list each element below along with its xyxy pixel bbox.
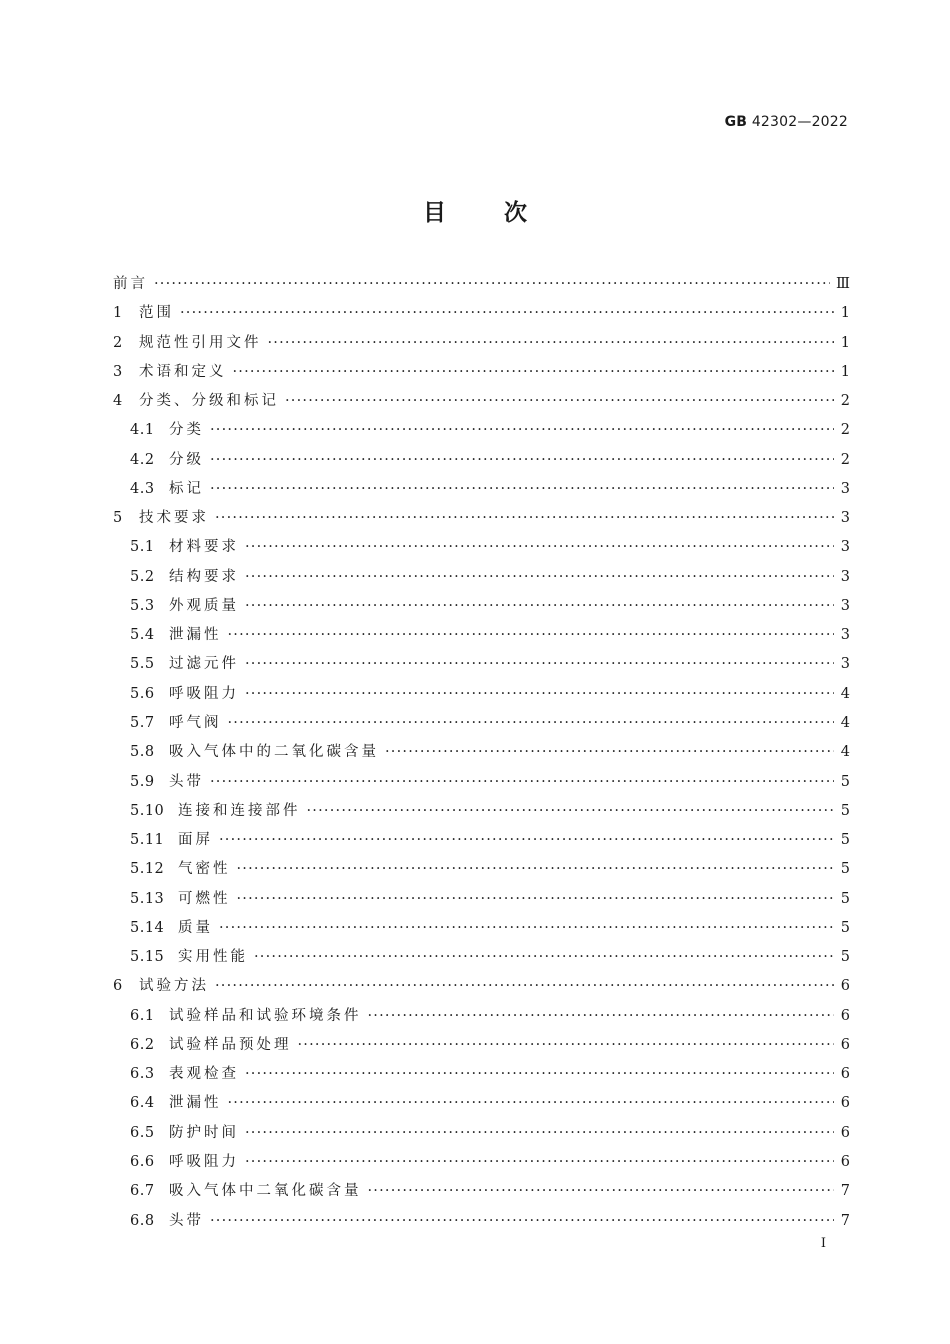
toc-dot-leader — [233, 358, 835, 387]
toc-entry-number: 5.11 — [130, 832, 165, 849]
toc-entry[interactable] — [113, 1119, 850, 1148]
toc-entry-number: 5.3 — [130, 597, 155, 614]
toc-dot-leader — [210, 446, 834, 475]
toc-dot-leader — [245, 1148, 834, 1177]
toc-entry-title: 术语和定义 — [139, 363, 227, 380]
standard-code — [725, 114, 848, 130]
toc-entry-title: 过滤元件 — [169, 656, 239, 673]
toc-entry-page: 5 — [840, 949, 850, 966]
toc-dot-leader — [237, 885, 835, 914]
toc-dot-leader — [368, 1177, 835, 1206]
toc-dot-leader — [368, 1002, 835, 1031]
toc-entry-page: Ⅲ — [836, 276, 850, 292]
toc-entry-number: 5.14 — [130, 919, 165, 936]
toc-entry-number: 5.6 — [130, 685, 155, 702]
toc-entry-title: 分级 — [169, 451, 204, 468]
table-of-contents — [113, 270, 850, 1236]
toc-entry-title: 表观检查 — [169, 1066, 239, 1083]
toc-entry-page: 5 — [840, 919, 850, 936]
toc-entry-title: 技术要求 — [139, 510, 209, 527]
toc-dot-leader — [154, 270, 830, 299]
toc-entry-page: 3 — [840, 656, 850, 673]
toc-entry-number: 4.3 — [130, 480, 155, 497]
toc-entry-title: 气密性 — [178, 861, 231, 878]
toc-entry-page: 3 — [840, 510, 850, 527]
toc-entry[interactable] — [113, 533, 850, 562]
toc-dot-leader — [245, 563, 834, 592]
toc-entry-number: 5.1 — [130, 539, 155, 556]
toc-entry-number: 5.7 — [130, 714, 155, 731]
toc-entry[interactable] — [113, 1002, 850, 1031]
toc-entry-title: 规范性引用文件 — [139, 334, 262, 351]
toc-entry-number: 6.8 — [130, 1212, 155, 1229]
toc-entry-title: 面屏 — [178, 832, 213, 849]
toc-dot-leader — [298, 1031, 835, 1060]
toc-entry-page: 5 — [840, 890, 850, 907]
toc-entry-number: 6 — [113, 978, 123, 995]
standard-number: 42302—2022 — [751, 114, 848, 130]
toc-dot-leader — [237, 855, 835, 884]
toc-dot-leader — [307, 797, 835, 826]
toc-dot-leader — [254, 943, 834, 972]
toc-entry-title: 试验样品预处理 — [169, 1036, 292, 1053]
toc-entry-title: 实用性能 — [178, 949, 248, 966]
toc-entry[interactable] — [113, 387, 850, 416]
toc-entry-title: 头带 — [169, 773, 204, 790]
toc-entry-title: 试验方法 — [139, 978, 209, 995]
toc-entry[interactable] — [113, 446, 850, 475]
toc-entry-page: 5 — [840, 802, 850, 819]
toc-entry[interactable] — [113, 1207, 850, 1236]
toc-entry-number: 1 — [113, 305, 123, 322]
toc-dot-leader — [245, 533, 834, 562]
toc-entry-number: 6.2 — [130, 1036, 155, 1053]
toc-entry-title: 连接和连接部件 — [178, 802, 301, 819]
toc-entry-page: 1 — [840, 334, 850, 351]
toc-entry-page: 4 — [840, 744, 850, 761]
toc-entry[interactable] — [113, 768, 850, 797]
toc-entry-page: 3 — [840, 480, 850, 497]
toc-dot-leader — [245, 1060, 834, 1089]
toc-entry[interactable] — [113, 650, 850, 679]
toc-entry-page: 3 — [840, 627, 850, 644]
toc-entry[interactable] — [113, 329, 850, 358]
toc-entry-title: 可燃性 — [178, 890, 231, 907]
toc-entry-number: 6.6 — [130, 1153, 155, 1170]
toc-entry-page: 5 — [840, 861, 850, 878]
toc-entry-title: 分类 — [169, 422, 204, 439]
toc-entry[interactable] — [113, 943, 850, 972]
toc-entry[interactable] — [113, 1177, 850, 1206]
toc-entry-title: 泄漏性 — [169, 1095, 222, 1112]
toc-entry-number: 5.15 — [130, 949, 165, 966]
toc-dot-leader — [210, 768, 834, 797]
toc-dot-leader — [180, 299, 834, 328]
toc-entry[interactable] — [113, 1148, 850, 1177]
toc-dot-leader — [245, 592, 834, 621]
toc-entry-title: 头带 — [169, 1212, 204, 1229]
toc-entry[interactable] — [113, 416, 850, 445]
toc-entry-number: 4.1 — [130, 422, 155, 439]
toc-entry-page: 1 — [840, 363, 850, 380]
toc-entry[interactable] — [113, 826, 850, 855]
toc-entry[interactable] — [113, 621, 850, 650]
toc-entry-page: 4 — [840, 685, 850, 702]
toc-entry-number: 6.1 — [130, 1007, 155, 1024]
toc-dot-leader — [215, 504, 834, 533]
toc-entry-page: 2 — [840, 422, 850, 439]
toc-dot-leader — [245, 680, 834, 709]
toc-entry-number: 6.4 — [130, 1095, 155, 1112]
toc-entry-page: 2 — [840, 451, 850, 468]
toc-entry[interactable] — [113, 885, 850, 914]
toc-entry-page: 5 — [840, 832, 850, 849]
toc-entry-page: 1 — [840, 305, 850, 322]
toc-entry[interactable] — [113, 563, 850, 592]
toc-entry-title: 材料要求 — [169, 539, 239, 556]
toc-entry[interactable] — [113, 972, 850, 1001]
toc-entry-page: 3 — [840, 568, 850, 585]
toc-entry-page: 7 — [840, 1212, 850, 1229]
toc-entry-title: 分类、分级和标记 — [139, 393, 279, 410]
toc-entry[interactable] — [113, 1031, 850, 1060]
toc-dot-leader — [219, 826, 834, 855]
toc-dot-leader — [245, 1119, 834, 1148]
toc-entry-number: 5 — [113, 510, 123, 527]
toc-entry[interactable] — [113, 592, 850, 621]
toc-entry-number: 5.9 — [130, 773, 155, 790]
toc-entry-title: 标记 — [169, 480, 204, 497]
toc-entry-page: 6 — [840, 1153, 850, 1170]
toc-entry-number: 2 — [113, 334, 123, 351]
toc-entry-number: 5.13 — [130, 890, 165, 907]
toc-entry[interactable] — [113, 680, 850, 709]
toc-entry-number: 6.5 — [130, 1124, 155, 1141]
toc-entry-title: 呼气阀 — [169, 714, 222, 731]
toc-entry[interactable] — [113, 1089, 850, 1118]
toc-entry-title: 呼吸阻力 — [169, 685, 239, 702]
toc-entry-number: 5.12 — [130, 861, 165, 878]
toc-dot-leader — [228, 621, 835, 650]
toc-entry-title: 吸入气体中二氧化碳含量 — [169, 1183, 362, 1200]
page-number: I — [820, 1236, 826, 1251]
toc-entry[interactable] — [113, 709, 850, 738]
toc-entry-page: 3 — [840, 597, 850, 614]
toc-entry-number: 4.2 — [130, 451, 155, 468]
toc-dot-leader — [210, 1207, 834, 1236]
toc-entry-title: 质量 — [178, 919, 213, 936]
toc-entry-number: 6.7 — [130, 1183, 155, 1200]
toc-entry-page: 4 — [840, 714, 850, 731]
toc-dot-leader — [215, 972, 834, 1001]
toc-entry[interactable] — [113, 738, 850, 767]
toc-dot-leader — [228, 709, 835, 738]
page-title: 目次 — [423, 200, 585, 226]
toc-entry-title: 范围 — [139, 305, 174, 322]
toc-entry-title: 吸入气体中的二氧化碳含量 — [169, 744, 379, 761]
toc-dot-leader — [228, 1089, 835, 1118]
toc-entry-page: 6 — [840, 1036, 850, 1053]
toc-entry-page: 7 — [840, 1183, 850, 1200]
toc-entry-page: 6 — [840, 1066, 850, 1083]
toc-dot-leader — [268, 329, 835, 358]
standard-prefix: GB — [724, 114, 748, 130]
toc-entry-number: 6.3 — [130, 1066, 155, 1083]
toc-entry-title: 前言 — [113, 276, 148, 292]
toc-entry[interactable] — [113, 914, 850, 943]
toc-entry-number: 3 — [113, 363, 123, 380]
toc-dot-leader — [210, 475, 834, 504]
toc-entry-page: 6 — [840, 978, 850, 995]
toc-dot-leader — [285, 387, 834, 416]
toc-entry[interactable] — [113, 855, 850, 884]
toc-entry-page: 3 — [840, 539, 850, 556]
toc-entry-title: 泄漏性 — [169, 627, 222, 644]
toc-entry[interactable] — [113, 358, 850, 387]
toc-entry-page: 6 — [840, 1007, 850, 1024]
toc-dot-leader — [245, 650, 834, 679]
toc-entry-number: 5.5 — [130, 656, 155, 673]
toc-entry[interactable] — [113, 270, 850, 299]
toc-entry-number: 5.4 — [130, 627, 155, 644]
toc-entry[interactable] — [113, 504, 850, 533]
toc-entry-title: 防护时间 — [169, 1124, 239, 1141]
toc-entry-number: 5.10 — [130, 802, 165, 819]
toc-entry[interactable] — [113, 299, 850, 328]
toc-entry[interactable] — [113, 1060, 850, 1089]
toc-entry[interactable] — [113, 475, 850, 504]
toc-dot-leader — [210, 416, 834, 445]
toc-dot-leader — [219, 914, 834, 943]
toc-entry-title: 试验样品和试验环境条件 — [169, 1007, 362, 1024]
toc-entry-number: 5.8 — [130, 744, 155, 761]
toc-entry-page: 5 — [840, 773, 850, 790]
toc-entry-title: 外观质量 — [169, 597, 239, 614]
toc-entry-page: 2 — [840, 393, 850, 410]
toc-dot-leader — [385, 738, 834, 767]
toc-entry-page: 6 — [840, 1124, 850, 1141]
toc-entry-page: 6 — [840, 1095, 850, 1112]
toc-entry-number: 5.2 — [130, 568, 155, 585]
toc-entry-title: 结构要求 — [169, 568, 239, 585]
toc-entry-title: 呼吸阻力 — [169, 1153, 239, 1170]
toc-entry[interactable] — [113, 797, 850, 826]
toc-entry-number: 4 — [113, 393, 123, 410]
